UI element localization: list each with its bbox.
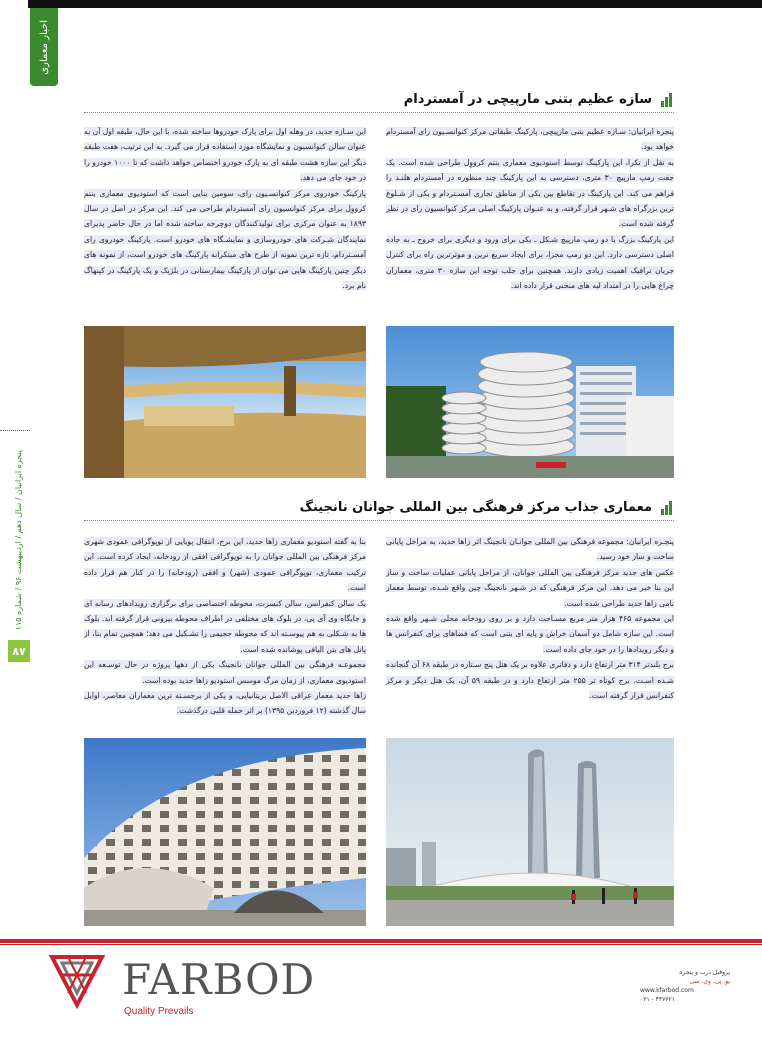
brand-tagline: Quality Prevails xyxy=(124,1006,194,1017)
paragraph: پنجره ایرانیان: سـازه عظیم بتنی مارپیچی، پارکینگ طبقاتی مرکز کنوانسـیون رای آمستردام خواهد بود. xyxy=(386,127,674,152)
paragraph: یک سالن کنفرانس، سالن کنسرت، محوطه اختصاصی برای برگزاری رویدادهای رسانه ای و جایگاه وی آی پی، در بلوک های مختلفی در اطراف محوطه بیرونی قرار گرفته اند. بلوک ها به شـکلی به هم پیوسـته اند که محوطه حجیمی را تشـکیل می دهد؛ همچنین تمام بنا، از پانل های بتن الیافی پوشانده شده است. xyxy=(84,598,366,654)
paragraph: بنا به گفته استودیو معماری زاها حدید، این برج، انتقال پویایی از توپوگرافی عمودی شهری مرکز فرهنگی بین المللی جوانان را به توپوگرافی افقی از رودخانه، ایجاد کرده است. این ترکیب معماری، توپوگرافی عمودی (شهر) و افقی (رودخانه) را در کنار هم قرار داده است. xyxy=(84,537,366,593)
paragraph: برج بلندتر ۳۱۴ متر ارتفاع دارد و دفاتری علاوه بر یک هتل پنج سـتاره در طبقه ۶۸ آن گنجانده شـده اسـت. برج کوتاه تر ۲۵۵ متر ارتفاع دارد و در طبقه ۵۹ آن، یک هتل دیگر و مرکز کنفرانس قرار گرفته است. xyxy=(386,660,674,701)
bars-icon xyxy=(658,93,672,107)
footer-rule-thin xyxy=(0,944,762,945)
paragraph: پارکینگ خودروی مرکز کنوانسـیون رای، سومین بنایی است که استودیوی معماری بنتم کرووِل برای مرکز کنوانسیون رای آمستردام طراحی می کند. این مرکز در اصل در سال ۱۸۹۳ به عنوان مرکزی برای تولیدکنندگان دوچرخه ساخته شده اما در حال حاضر پذیرای نمایندگان شـرکت های خودروسازی و نمایشـگاه های خودرو است. پارکینگ خودروی رای آمسـتردام، تازه ترین نمونه از طرح های مبتکرانه پارکینگ های خودرو است، از نمونه های دیگر چنین پارکینگ هایی می توان از پارکینگ بیمارستانی در بلژیک و یک پارکینگ در کپنهاگ نام برد. xyxy=(84,188,366,291)
ramp-interior-photo xyxy=(84,326,366,478)
section-tab xyxy=(30,8,58,86)
journal-line: پنجره ایرانیان / سال دهم / اردیبهشت ۹۶ / شماره ۱۱۵ xyxy=(13,449,23,631)
article1-heading xyxy=(404,92,672,107)
article1-right-column xyxy=(386,124,674,293)
side-divider xyxy=(0,430,30,431)
footer-line: پروفیل درب و پنجره xyxy=(679,969,730,976)
farbod-logo-icon xyxy=(48,953,106,1009)
heading-rule xyxy=(84,520,674,521)
article2-left-column xyxy=(84,534,366,719)
heading-rule xyxy=(84,112,674,113)
page-number: ۸۷ xyxy=(8,640,30,662)
paragraph: عکس های جدید مرکز فرهنگی بین المللی جوانان، از مراحل پایانی عملیات ساخت و ساز این بنا خبر می دهد. این مرکز فرهنگی که در شـهر نانجینگ چین واقع شـده، توسط معمار نامی زاها حدید طراحی شده است. xyxy=(386,567,674,608)
article1-left-column xyxy=(84,124,366,293)
paragraph: این سـازه جدید، در وهله اول برای پارک خودروها ساخته شده، با این حال، طبقه اول آن به عنوان سالن کنوانسیون و نمایشگاه مورد استفاده قرار می گیرد. به این ترتیب، هفت طبقه دیگر این سازه هشت طبقه ای به پارک خودرو اختصاص خواهد داشت که تا ۱۰۰۰ خودرو را در خود جای می دهد. xyxy=(84,127,366,183)
journal-info xyxy=(8,440,28,640)
paragraph: این پارکینگ بزرگ با دو رمپ مارپیچ شـکل ـ یکی برای ورود و دیگری برای خروج ـ به جاده اصلی دسترسی دارد. این دو رمپ مجزا، برای ایجاد سریع ترین و موثرترین راه برای کنترل جریان ترافیک اهمیت زیادی دارند. همچنین برای جلب توجه این سازه ۳۰ متری، معماران چراغ هایی را در امتداد لبه های منحنی قرار داده اند. xyxy=(386,234,674,291)
article2-heading xyxy=(300,500,672,515)
article1-title: سازه عظیم بتنی مارپیچی در آمستردام xyxy=(403,92,652,107)
paragraph: این مجموعه ۴۶۵ هزار متر مربع مسـاحت دارد و بر روی رودخانه محلی شـهر واقع شده است. این سازه شامل دو آسمان خراش و پایه ای بتنی است که فضاهای برای کنفرانس ها و دیگر رویدادها را در خود جای داده است. xyxy=(386,614,674,654)
paragraph: پنجـره ایرانیان: مجموعه فرهنگی بین المللی جوانـان نانجینگ اثر زاها حدید، به مراحل پایانی ساخت و ساز خود رسید. xyxy=(386,537,674,562)
article2-right-column xyxy=(386,534,674,703)
brand-name: FARBOD xyxy=(122,955,316,1004)
footer-rule xyxy=(0,939,762,943)
paragraph: به نقل از تکرا، این پارکینگ توسط استودیوی معماری بنتم کرووِل طراحی شده است. یک جفت رمپ مارپیچ ۳۰ متری، دسترسی به این پارکینگ چند منظوره در آمستردام هلنـد را فراهم می کند. این پارکینگ در تقاطع بین یکی از مناطق تجاری آمسـتردام و یکی از شـلوغ ترین بزرگراه های شـهر قرار گرفته، و به عنـوان پارکینگ اصلی مرکز کنوانسیون رای در نظر گرفته شده است. xyxy=(386,157,674,229)
footer-phone: ۰۲۱ - ۴۴۷۶۲۱ xyxy=(640,996,675,1003)
spiral-garage-photo xyxy=(386,326,674,478)
section-label: اخبار معماری xyxy=(38,19,50,75)
paragraph: زاها حدید معمار عراقی الاصل بریتانیایی، و یکی از برجسـته ترین معماران معاصر، اوایل سال گذشته (۱۲ فروردین ۱۳۹۵) بر اثر حمله قلبی درگذشت. xyxy=(84,691,366,716)
footer-website[interactable]: www.kfarbod.com xyxy=(640,987,694,994)
footer-contact xyxy=(640,968,730,1004)
article2-title: معماری جذاب مرکز فرهنگی بین المللی جوانان نانجینگ xyxy=(299,500,652,515)
bars-icon xyxy=(658,501,672,515)
nanjing-facade-photo xyxy=(84,738,366,926)
nanjing-towers-photo xyxy=(386,738,674,926)
top-bar xyxy=(28,0,762,8)
paragraph: مجموعـه فرهنگی بین المللی جوانان نانجینگ یکی از دهها پروژه در حال توسـعه این استودیوی معماری، از زمان مرگ موسس استودیو زاها حدید بوده است. xyxy=(84,660,366,685)
footer-line: یو. پی. وی. سی xyxy=(689,978,730,985)
